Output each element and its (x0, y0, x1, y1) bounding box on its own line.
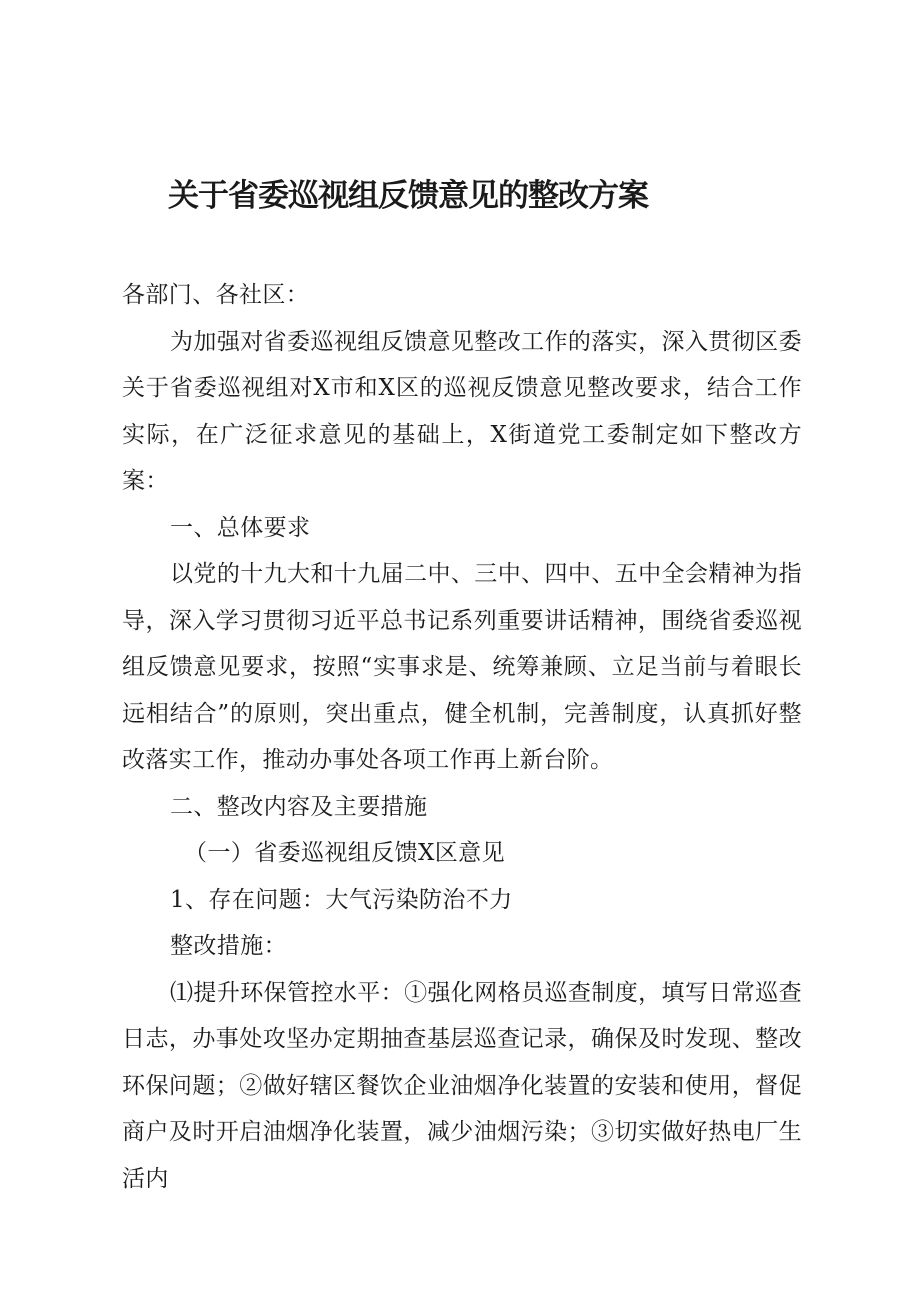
section-heading-rectification-content: 二、整改内容及主要措施 (170, 793, 428, 820)
document-body (122, 272, 802, 1202)
general-requirements-paragraph: 以党的十九大和十九届二中、三中、四中、五中全会精神为指导，深入学习贯彻习近平总书记系列重要讲话精神，围绕省委巡视组反馈意见要求，按照“实事求是、统筹兼顾、立足当前与着眼长远相结合”的原则，突出重点，健全机制，完善制度，认真抓好整改落实工作，推动办事处各项工作再上新台阶。 (122, 561, 802, 773)
problem-item: 1、存在问题：大气污染防治不力 (170, 886, 513, 913)
measure-paragraph: ⑴提升环保管控水平：①强化网格员巡查制度，填写日常巡查日志，办事处攻坚办定期抽查基层巡查记录，确保及时发现、整改环保问题；②做好辖区餐饮企业油烟净化装置的安装和使用，督促商户及时开启油烟净化装置，减少油烟污染；③切实做好热电厂生活内 (122, 979, 802, 1192)
subsection-heading-district-feedback: （一）省委巡视组反馈X区意见 (184, 840, 505, 866)
measures-label: 整改措施： (170, 933, 287, 959)
document-title: 关于省委巡视组反馈意见的整改方案 (168, 178, 648, 214)
intro-paragraph: 为加强对省委巡视组反馈意见整改工作的落实，深入贯彻区委关于省委巡视组对X市和X区的巡视反馈意见整改要求，结合工作实际，在广泛征求意见的基础上，X街道党工委制定如下整改方案： (122, 328, 802, 494)
section-heading-general-requirements: 一、总体要求 (170, 514, 311, 541)
salutation: 各部门、各社区： (122, 282, 310, 308)
